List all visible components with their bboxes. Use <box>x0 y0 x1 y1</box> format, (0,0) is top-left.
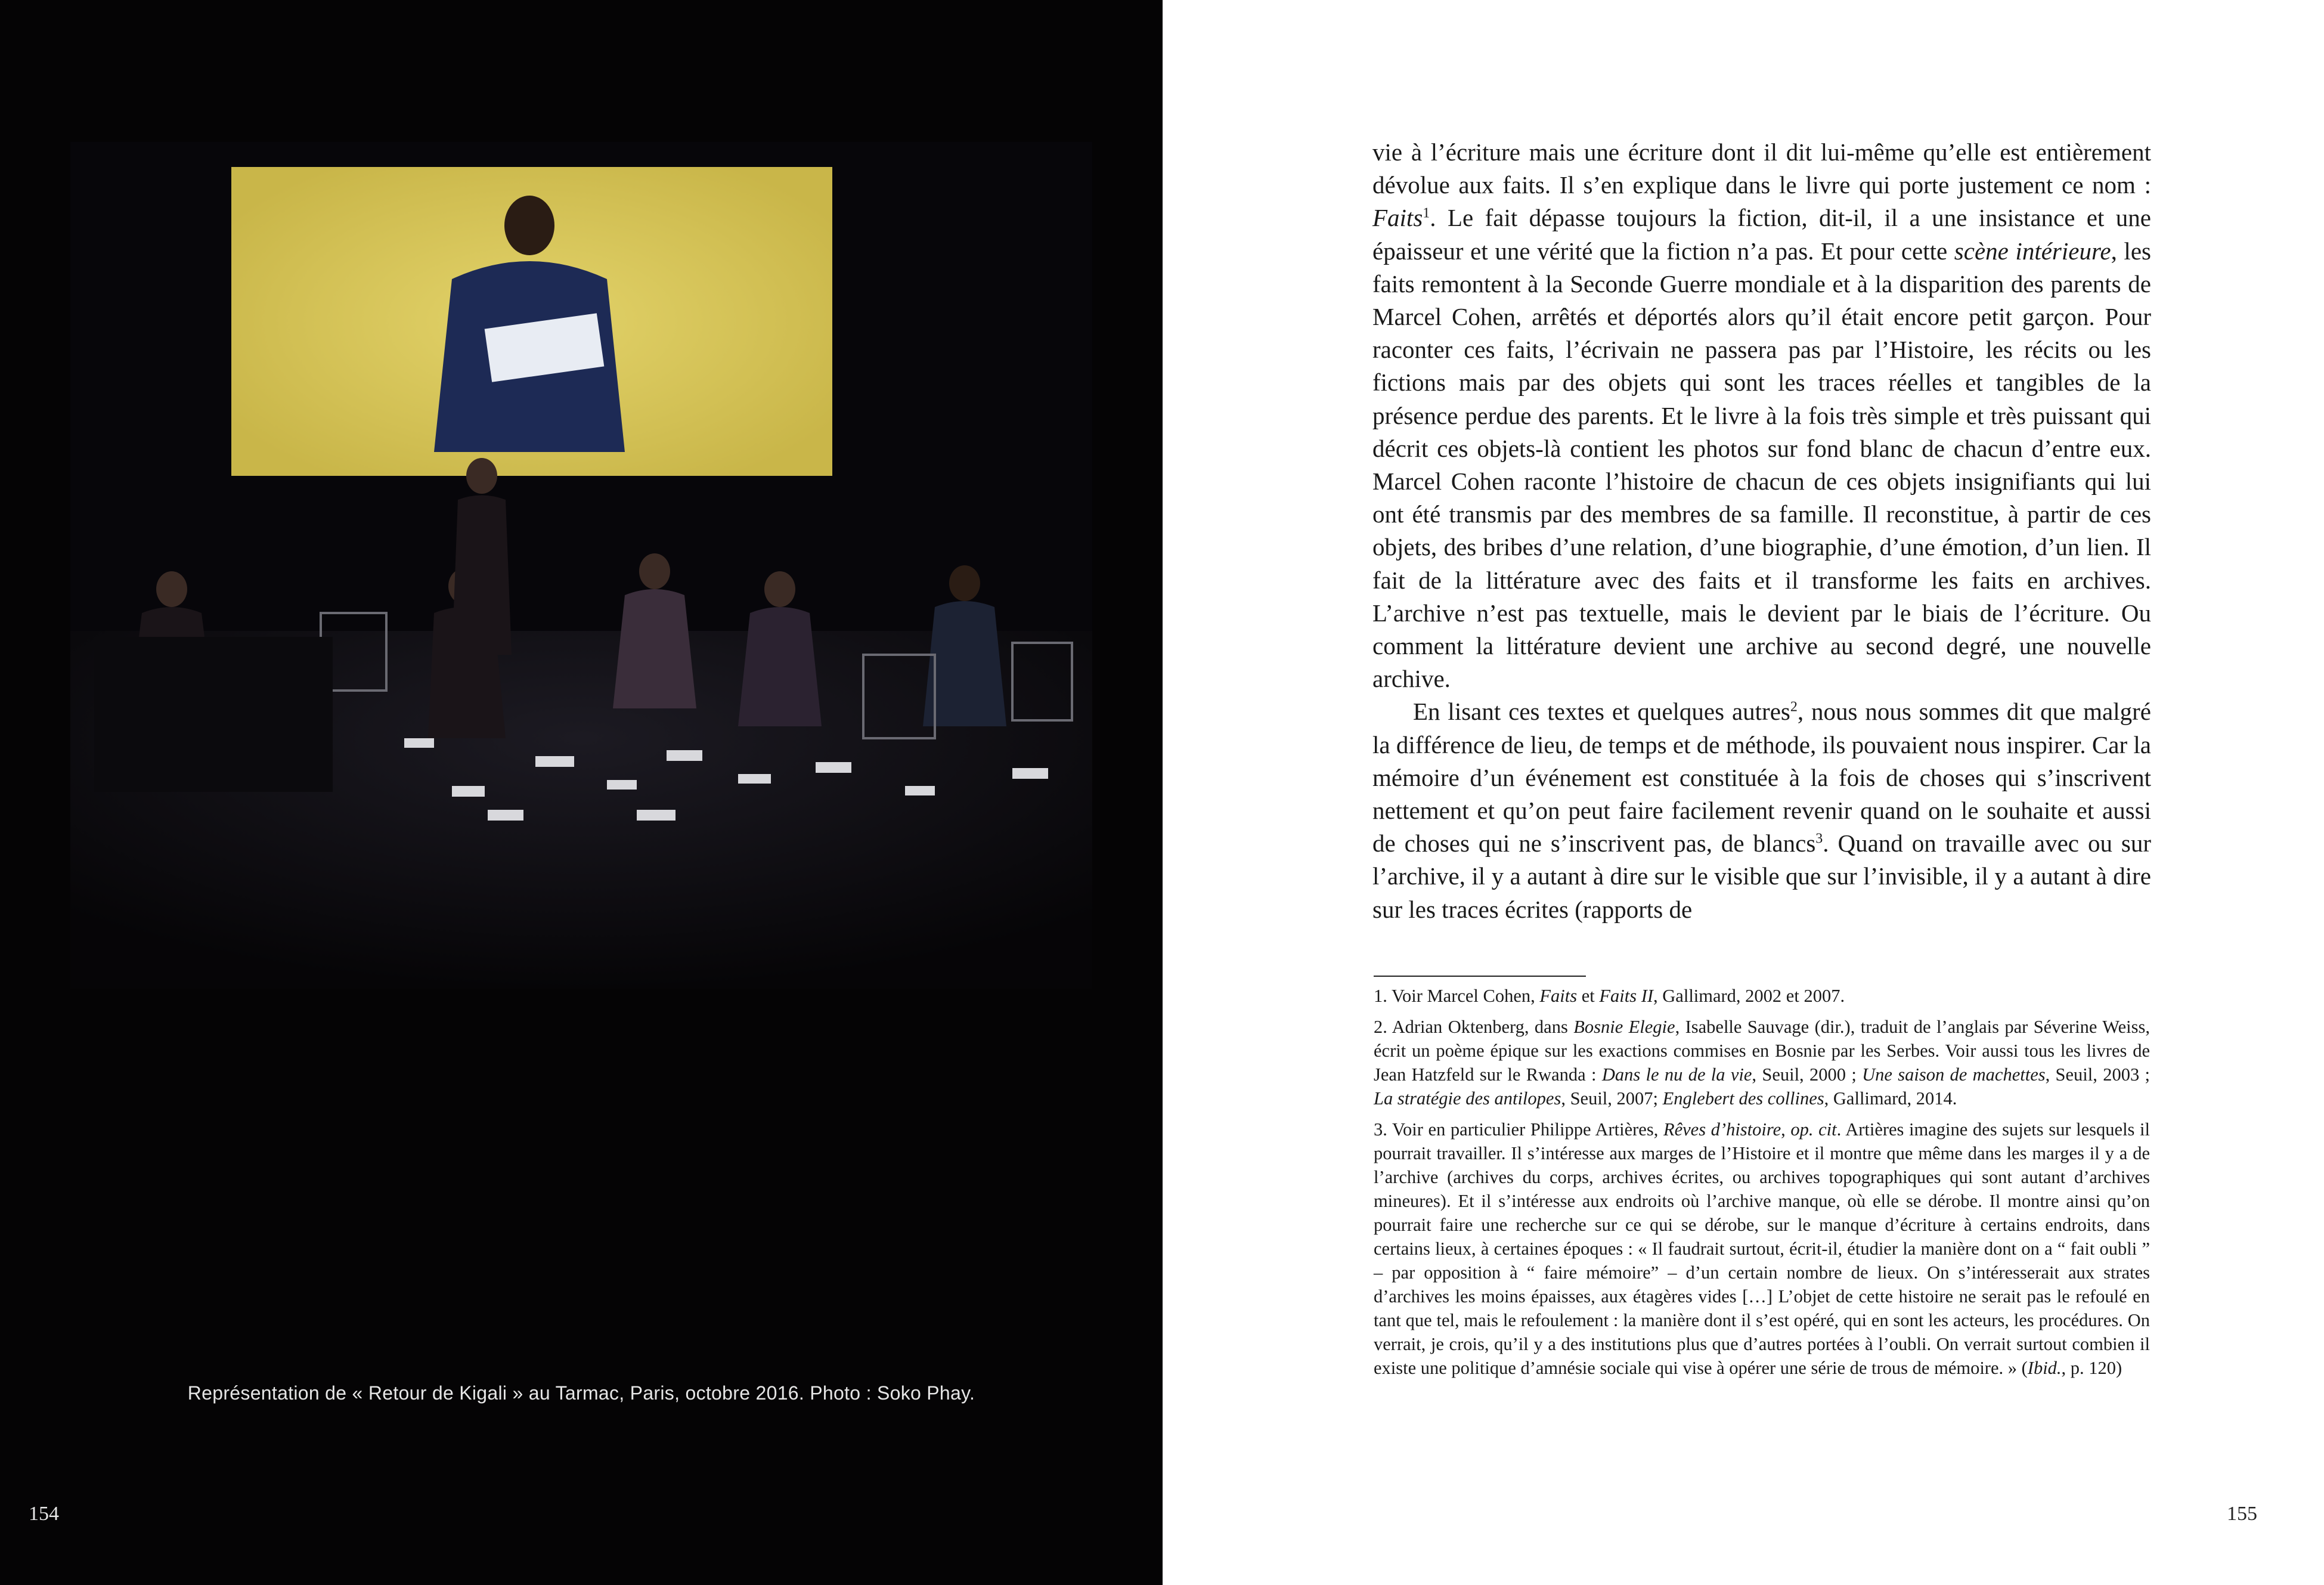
text-run: Rêves d’histoire <box>1663 1119 1781 1140</box>
text-run: 2. Adrian Oktenberg, dans <box>1374 1017 1574 1037</box>
text-run: vie à l’écriture mais une écriture dont il dit lui-même qu’elle est entièrement dévolue aux faits. Il s’en explique dans le livre qui porte justement ce nom : <box>1372 138 2151 199</box>
footnote <box>1374 984 2150 1008</box>
footnote-rule <box>1374 976 1586 977</box>
text-run: Faits II <box>1599 986 1654 1006</box>
text-run: Englebert des collines <box>1662 1088 1824 1109</box>
text-run: scène intérieure <box>1954 237 2111 265</box>
text-run: 1. Voir Marcel Cohen, <box>1374 986 1540 1006</box>
text-run: 3. Voir en particulier Philippe Artières, <box>1374 1119 1663 1140</box>
text-run: , les faits remontent à la Seconde Guerre mondiale et à la disparition des parents de Marcel Cohen, arrêtés et déportés alors qu’il était encore petit garçon. Pour raconter ces faits, l’écrivain ne passera pas par l’Histoire, les récits ou les fictions mais par des objets qui sont les traces réelles et tangibles de la présence perdue des parents. Et le livre à la fois très simple et très puissant qui décrit ces objets-là contient les photos sur fond blanc de chacun d’entre eux. Marcel Cohen raconte l’histoire de chacun de ces objets insignifiants qui lui ont été transmis par des membres de sa famille. Il reconstitue, à partir de ces objets, des bribes d’une relation, d’une biographie, d’une émotion, d’un lien. Il fait de la littérature avec des faits et il transforme les faits en archives. L’archive n’est pas textuelle, mais le devient par le biais de l’écriture. Ou comment la littérature devient une archive au second degré, une nouvelle archive. <box>1372 237 2151 693</box>
body-paragraph <box>1372 695 2151 925</box>
text-run: , Seuil, 2003 ; <box>2045 1064 2150 1085</box>
text-run: . Artières imagine des sujets sur lesquels il pourrait travailler. Il s’intéresse aux marges de l’Histoire et il montre que même dans les marges il y a de l’archive (archives du corps, archives écrites, ou archives topographiques qui sont autant d’archives mineures). Et il s’intéresse aux endroits où l’archive manque, où elle se dérobe. Il montre ainsi qu’on pourrait faire une recherche sur ce qui se dérobe, sur le manque d’écriture à certains endroits, dans certains lieux, à certaines époques : « Il faudrait surtout, écrit-il, étudier la manière dont on a “ fait oubli ” – par opposition à “ faire mémoire” – d’un certain nombre de lieux. On s’intéresserait aux strates d’archives les moins épaisses, aux étagères vides […] L’objet de cette histoire ne serait pas le refoulé en tant que tel, mais le refoulement : la manière dont il s’est opéré, qui en sont les acteurs, les procédures. On verrait, je crois, qu’il y a des institutions plus que d’autres portées à l’oubli. On verrait surtout combien il existe une politique d’amnésie sociale qui vise à opérer une série de trous de mémoire. » ( <box>1374 1119 2150 1378</box>
text-run: , Seuil, 2000 ; <box>1752 1064 1863 1085</box>
text-run: Bosnie Elegie <box>1573 1017 1675 1037</box>
text-run: , Isabelle Sauvage (dir.), traduit de l’anglais par Séverine Weiss, écrit un poème épique sur les exactions commises en Bosnie par les Serbes. Voir aussi tous les livres de Jean Hatzfeld sur le Rwanda : <box>1374 1017 2150 1085</box>
text-run: . Quand on travaille avec ou sur l’archive, il y a autant à dire sur le visible que sur l’invisible, il y a autant à dire sur les traces écrites (rapports de <box>1372 829 2151 923</box>
body-paragraph <box>1372 136 2151 695</box>
page-number-right: 155 <box>2227 1503 2257 1525</box>
text-run: , Seuil, 2007; <box>1561 1088 1663 1109</box>
text-run: La stratégie des antilopes <box>1374 1088 1561 1109</box>
footnote <box>1374 1015 2150 1110</box>
text-run: , p. 120) <box>2061 1358 2122 1378</box>
footnotes <box>1374 984 2150 1387</box>
text-run: , nous nous sommes dit que malgré la différence de lieu, de temps et de méthode, ils pouvaient nous inspirer. Car la mémoire d’un événement est constituée à la fois de choses qui s’inscrivent nettement et qu’on peut faire facilement revenir quand on le souhaite et aussi de choses qui ne s’inscrivent pas, de blancs <box>1372 698 2151 857</box>
text-run: , Gallimard, 2014. <box>1824 1088 1957 1109</box>
footnote-ref: 3 <box>1815 831 1823 847</box>
text-run: . Le fait dépasse toujours la fiction, dit-il, il a une insistance et une épaisseur et une vérité que la fiction n’a pas. Et pour cette <box>1372 204 2151 265</box>
text-run: En lisant ces textes et quelques autres <box>1413 698 1790 726</box>
side-table <box>94 637 333 792</box>
text-run: , Gallimard, 2002 et 2007. <box>1653 986 1845 1006</box>
footnote <box>1374 1117 2150 1380</box>
footnote-ref: 2 <box>1790 699 1798 715</box>
stage-photo-drawing <box>70 142 1092 989</box>
body-text <box>1372 136 2151 926</box>
stage-photo <box>70 142 1092 989</box>
text-run: Ibid. <box>2027 1358 2062 1378</box>
text-run: Dans le nu de la vie <box>1601 1064 1752 1085</box>
photo-caption: Représentation de « Retour de Kigali » au Tarmac, Paris, octobre 2016. Photo : Soko Phay. <box>187 1382 975 1404</box>
text-run: , <box>1781 1119 1791 1140</box>
text-run: op. cit <box>1790 1119 1837 1140</box>
footnote-ref: 1 <box>1423 205 1430 221</box>
text-run: Une saison de machettes <box>1862 1064 2046 1085</box>
text-run: Faits <box>1372 204 1423 232</box>
page-number-left: 154 <box>29 1503 59 1525</box>
text-run: et <box>1577 986 1600 1006</box>
text-run: Faits <box>1539 986 1578 1006</box>
